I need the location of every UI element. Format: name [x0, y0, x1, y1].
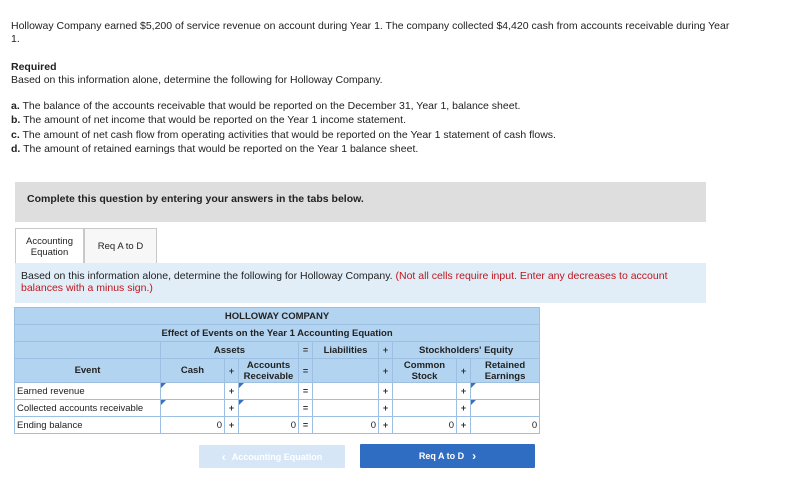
event-header: Event: [15, 359, 161, 383]
common-stock-cell: [393, 400, 457, 417]
plus-sign: +: [225, 359, 239, 383]
requirement-c: c. The amount of net cash flow from operating activities that would be reported on the Year 1 statement of cash flows.: [11, 128, 556, 141]
chevron-right-icon: ›: [472, 449, 477, 463]
retained-earnings-input[interactable]: [471, 400, 540, 417]
plus-sign: +: [457, 417, 471, 434]
liabilities-header: Liabilities: [313, 342, 379, 359]
tab-label: Req A to D: [97, 241, 144, 252]
retained-earnings-input[interactable]: [471, 383, 540, 400]
company-name: HOLLOWAY COMPANY: [15, 308, 540, 325]
equals-sign: =: [299, 417, 313, 434]
cash-header: Cash: [161, 359, 225, 383]
complete-question-text: Complete this question by entering your answers in the tabs below.: [27, 193, 364, 205]
requirements-list: [11, 99, 556, 156]
accounting-equation-table: [14, 307, 540, 434]
assets-header: Assets: [161, 342, 299, 359]
requirement-a: a. The balance of the accounts receivable that would be reported on the December 31, Year 1, balance sheet.: [11, 100, 521, 112]
cash-input[interactable]: [161, 400, 225, 417]
equals-sign: =: [299, 359, 313, 383]
ar-header: Accounts Receivable: [239, 359, 299, 383]
next-button-label: Req A to D: [418, 451, 465, 461]
common-stock-total: 0: [393, 417, 457, 434]
event-label: Ending balance: [15, 417, 161, 434]
equals-sign: =: [299, 400, 313, 417]
table-row: [15, 383, 540, 400]
complete-question-bar: [15, 182, 706, 222]
table-subtitle: Effect of Events on the Year 1 Accounting Equation: [15, 325, 540, 342]
plus-sign: +: [225, 400, 239, 417]
retained-earnings-total: 0: [471, 417, 540, 434]
equals-sign: =: [299, 342, 313, 359]
retained-earnings-header: Retained Earnings: [471, 359, 540, 383]
plus-sign: +: [379, 383, 393, 400]
next-button[interactable]: [360, 444, 535, 468]
required-text: Based on this information alone, determine the following for Holloway Company.: [11, 74, 383, 86]
ar-total: 0: [239, 417, 299, 434]
requirement-d: d. The amount of retained earnings that would be reported on the Year 1 balance sheet.: [11, 142, 419, 155]
ar-input[interactable]: [239, 383, 299, 400]
chevron-left-icon: ‹: [221, 449, 226, 464]
tab-accounting-equation[interactable]: [15, 228, 84, 265]
cash-input[interactable]: [161, 383, 225, 400]
plus-sign: +: [457, 400, 471, 417]
plus-sign: +: [225, 417, 239, 434]
equals-sign: =: [299, 383, 313, 400]
plus-sign: +: [225, 383, 239, 400]
common-stock-header: Common Stock: [393, 359, 457, 383]
instruction-box: [15, 263, 706, 303]
plus-sign: +: [379, 400, 393, 417]
liabilities-total: 0: [313, 417, 379, 434]
table-row: [15, 400, 540, 417]
required-heading: Required: [11, 61, 57, 73]
plus-sign: +: [379, 342, 393, 359]
liabilities-blank: [313, 359, 379, 383]
ar-input[interactable]: [239, 400, 299, 417]
previous-button-label: Accounting Equation: [231, 451, 323, 462]
plus-sign: +: [379, 417, 393, 434]
previous-button[interactable]: [199, 445, 345, 468]
instruction-text: Based on this information alone, determine the following for Holloway Company.: [21, 270, 396, 282]
liabilities-cell: [313, 400, 379, 417]
tab-label-line2: Equation: [30, 247, 69, 258]
tab-req-a-to-d[interactable]: [84, 228, 157, 264]
plus-sign: +: [379, 359, 393, 383]
problem-intro: Holloway Company earned $5,200 of service revenue on account during Year 1. The company collected $4,420 cash from accounts receivable during Year 1.: [11, 20, 730, 45]
tab-label-line1: Accounting: [25, 236, 73, 247]
cash-total: 0: [161, 417, 225, 434]
liabilities-cell: [313, 383, 379, 400]
equity-header: Stockholders' Equity: [393, 342, 540, 359]
table-row: [15, 417, 540, 434]
plus-sign: +: [457, 359, 471, 383]
requirement-b: b. The amount of net income that would be reported on the Year 1 income statement.: [11, 114, 406, 127]
event-label: Collected accounts receivable: [15, 400, 161, 417]
common-stock-cell: [393, 383, 457, 400]
instruction-note: (Not all cells require input. Enter any decreases to account balances with a minus sign.): [21, 270, 668, 294]
event-label: Earned revenue: [15, 383, 161, 400]
plus-sign: +: [457, 383, 471, 400]
